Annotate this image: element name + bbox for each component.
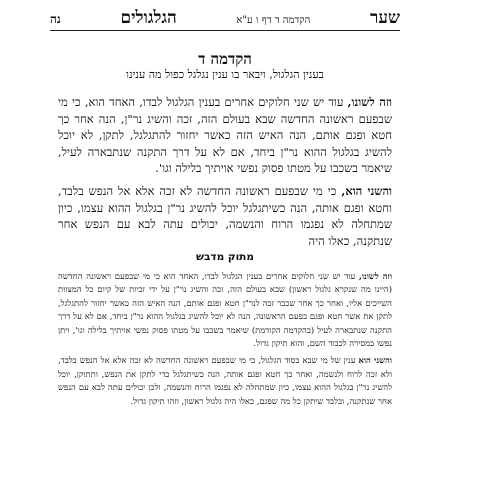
paragraph-body: עוד יש שני חלוקים אחרים בענין הגלגול לבדו, האחד הוא, כי מי שבפעם ראשונה החדשה שבא בעולם הזה, זכה והשיג נר"ן, הנה אחר כך חטא ופגם אותם, הנה האיש הזה כאשר יחזור להתגלגל, לתקן, לא יוכל להשיג בגלגול ההוא נר"ן ביחד, אם לא על דרך התקנה שנתבארה לעיל, שיאמר בשכבו על מטתו פסוק נפשי אויתיך בלילה וגו'. (58, 95, 392, 176)
paragraph-lead: והשני הוא (358, 355, 392, 366)
main-text (58, 94, 392, 255)
section-title: הקדמה ד (198, 50, 252, 68)
paragraph-lead: וזה לשונו, (358, 271, 393, 281)
section-subtitle: בענין הגלגול, ויבאר בו ענין נגלגל כפול מה ענינו (126, 68, 324, 81)
paragraph-body: עוד יש שני חלוקים אחרים בענין הגלגול לבדו, האחד הוא כי מי שבפעם ראשונה החדשה (היינו מה שנקרא גלגול ראשון) שבא בעולם הזה, זכה והשיג נר"ן על ידי זכיות של קיום כל המצוות השייכים אליו, ואחר כך אחר שכבר זכה לנר"ן חטא ופגם אותם, הנה האיש הזה כאשר יחזור להתגלגל, לתקן את אשר חטא ופגם בפעם הראשונה, הנה לא יוכל להשיג בגלגול ההוא נר"ן ביחד, אם לא על דרך התקנה שנתבארה לעיל (בהקדמה הקודמת) שיאמר בשכבו על מטתו פסוק נפשי אויתיך בלילה וגו', ויתן נפשו במסירה לכבוד השם, והוא תיקון גדול. (58, 271, 392, 349)
paragraph-body: כי מי שבפעם ראשונה החדשה לא זכה אלא אל הנפש בלבד, וחטא ופגם אותה, הנה כשיתגלגל יוכל להשיג נר"ן בגלגול ההוא עצמו, כיון שמתחלה לא נפגמו הרוח והנשמה, יכולים עתה לבא עם הנפש אחר שנתקנה, כאלו היה (58, 183, 392, 248)
paragraph-lead: וזה לשונו, (347, 95, 393, 109)
page-header (50, 8, 400, 28)
header-rule (50, 30, 400, 31)
commentary-paragraph (58, 354, 392, 408)
commentary-title: מתוק מדבש (196, 251, 254, 263)
header-location: הקדמה ד דף ו ע"א (236, 15, 311, 26)
commentary-paragraph (58, 270, 392, 350)
main-paragraph (58, 183, 392, 249)
header-book-title: הגלגולים (120, 8, 177, 28)
header-gate-word: שער (369, 8, 400, 28)
paragraph-lead: והשני הוא, (341, 183, 393, 198)
main-paragraph (58, 94, 392, 177)
paragraph-body: ענין של מי שבא בסוד הגלגול, כי מי שבפעם ראשונה החדשה לא זכה אלא אל הנפש בלבד, ולא זכה לרוח ולנשמה, ואחר כך חטא ופגם אותה, הנה כשיתגלגל כדי לתקן את הנפש, ותתוקן, יוכל להשיג נר"ן בגלגול ההוא עצמו, כיון שמתחלה לא נפגמו הרוח והנשמה, ולכן יכולים עתה לבא עם הנפש אחר שנתקנה, ובלבד שיתקן כל מה שפגם, כאלו היה גלגול ראשון, וזהו תיקון גדול. (58, 355, 392, 406)
page-number: נה (50, 12, 61, 26)
commentary-text (58, 270, 392, 412)
